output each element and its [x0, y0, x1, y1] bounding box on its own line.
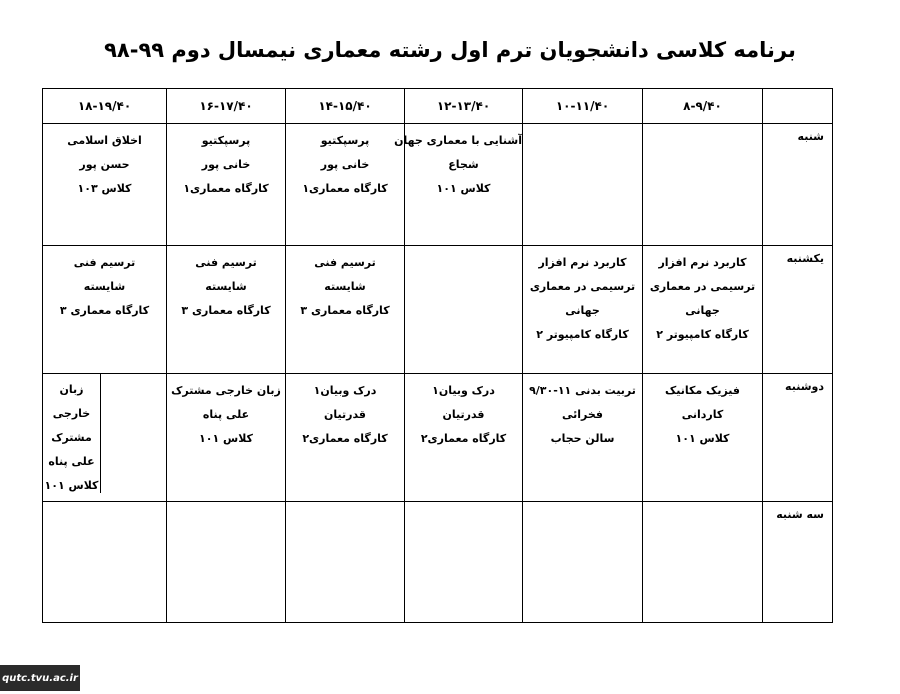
room-name: کلاس ۱۰۱: [199, 432, 253, 445]
class-cell: [522, 502, 642, 622]
room-name: کارگاه معماری ۳: [59, 304, 150, 317]
class-cell: [394, 124, 522, 246]
day-label: دوشنبه: [762, 374, 832, 502]
class-cell: [642, 246, 762, 374]
time-header: ۸-۹/۴۰: [642, 89, 762, 124]
room-name: کلاس ۱۰۳: [77, 182, 132, 195]
corner-cell: [762, 89, 832, 124]
instructor-name: جهانی: [565, 304, 600, 317]
time-header: ۱۸-۱۹/۴۰: [43, 89, 166, 124]
page-title: برنامه کلاسی دانشجویان ترم اول رشته معماری نیمسال دوم ۹۹-۹۸: [104, 38, 796, 62]
class-cell: [285, 124, 404, 246]
room-name: کارگاه معماری۱: [302, 182, 388, 195]
class-cell: [404, 246, 522, 374]
class-cell: [642, 374, 762, 502]
instructor-name: خانی پور: [201, 158, 251, 171]
split-class-box: [43, 374, 101, 493]
room-name: سالن حجاب: [550, 432, 615, 445]
class-cell: [522, 124, 642, 246]
room-name: کارگاه معماری۲: [420, 432, 507, 445]
instructor-name: علی پناه: [202, 408, 250, 421]
room-name: کلاس ۱۰۱: [436, 182, 491, 195]
day-label: یکشنبه: [762, 246, 832, 374]
class-cell: [404, 374, 522, 502]
course-name: آشنایی با معماری جهان: [394, 134, 522, 147]
course-name: پرسپکتیو: [320, 134, 370, 147]
course-name: کاربرد نرم افزار: [658, 256, 747, 269]
class-cell: [166, 502, 285, 622]
class-cell: [404, 502, 522, 622]
class-cell: [285, 502, 404, 622]
instructor-name: شایسته: [324, 280, 366, 293]
room-name: کلاس ۱۰۱: [44, 479, 99, 492]
room-name: کارگاه کامپیوتر ۲: [536, 328, 629, 341]
instructor-name: شایسته: [205, 280, 247, 293]
class-cell: [43, 502, 166, 622]
class-cell: [642, 502, 762, 622]
instructor-name: فخرائی: [561, 408, 603, 421]
class-cell: [43, 124, 166, 246]
course-name: ترسیمی در معماری: [649, 280, 756, 293]
instructor-name: شجاع: [448, 158, 479, 171]
course-name: ترسیمی در معماری: [529, 280, 636, 293]
course-name: مشترک: [51, 431, 92, 444]
course-name: فیزیک مکانیک: [665, 384, 740, 397]
room-name: کلاس ۱۰۱: [675, 432, 730, 445]
day-label: شنبه: [762, 124, 832, 246]
room-name: کارگاه معماری ۳: [181, 304, 271, 317]
class-cell: [642, 124, 762, 246]
course-name: زبان خارجی مشترک: [171, 384, 281, 397]
class-cell: [522, 374, 642, 502]
class-cell: [166, 124, 285, 246]
course-name: اخلاق اسلامی: [67, 134, 142, 147]
course-name: خارجی: [52, 407, 91, 420]
class-cell: [166, 246, 285, 374]
instructor-name: جهانی: [685, 304, 720, 317]
instructor-name: حسن پور: [79, 158, 130, 171]
instructor-name: کاردانی: [681, 408, 724, 421]
course-name: ترسیم فنی: [314, 256, 376, 269]
room-name: کارگاه کامپیوتر ۲: [656, 328, 749, 341]
course-name: کاربرد نرم افزار: [538, 256, 627, 269]
class-cell-split: [43, 374, 166, 502]
day-label: سه شنبه: [762, 502, 832, 622]
course-name: ترسیم فنی: [195, 256, 257, 269]
course-name: درک وبیان۱: [313, 384, 377, 397]
course-name: درک وبیان۱: [432, 384, 495, 397]
class-cell: [522, 246, 642, 374]
instructor-name: خانی پور: [320, 158, 370, 171]
time-header: ۱۲-۱۳/۴۰: [404, 89, 522, 124]
instructor-name: علی پناه: [48, 455, 95, 468]
room-name: کارگاه معماری۲: [302, 432, 388, 445]
site-logo-link[interactable]: qutc.tvu.ac.ir: [0, 665, 80, 691]
course-name: ترسیم فنی: [73, 256, 136, 269]
instructor-name: قدرتیان: [323, 408, 367, 421]
instructor-name: شایسته: [83, 280, 126, 293]
class-cell: [166, 374, 285, 502]
room-name: کارگاه معماری ۳: [300, 304, 390, 317]
time-header: ۱۶-۱۷/۴۰: [166, 89, 285, 124]
course-name: تربیت بدنی ۱۱-۹/۳۰: [529, 384, 636, 397]
instructor-name: قدرتیان: [442, 408, 485, 421]
room-name: کارگاه معماری۱: [183, 182, 269, 195]
time-header: ۱۴-۱۵/۴۰: [285, 89, 404, 124]
schedule-table: [42, 88, 833, 623]
class-cell: [43, 246, 166, 374]
class-cell: [285, 246, 404, 374]
time-header: ۱۰-۱۱/۴۰: [522, 89, 642, 124]
course-name: پرسپکتیو: [201, 134, 251, 147]
course-name: زبان: [59, 383, 84, 396]
class-cell: [285, 374, 404, 502]
split-empty-area: [101, 374, 166, 501]
